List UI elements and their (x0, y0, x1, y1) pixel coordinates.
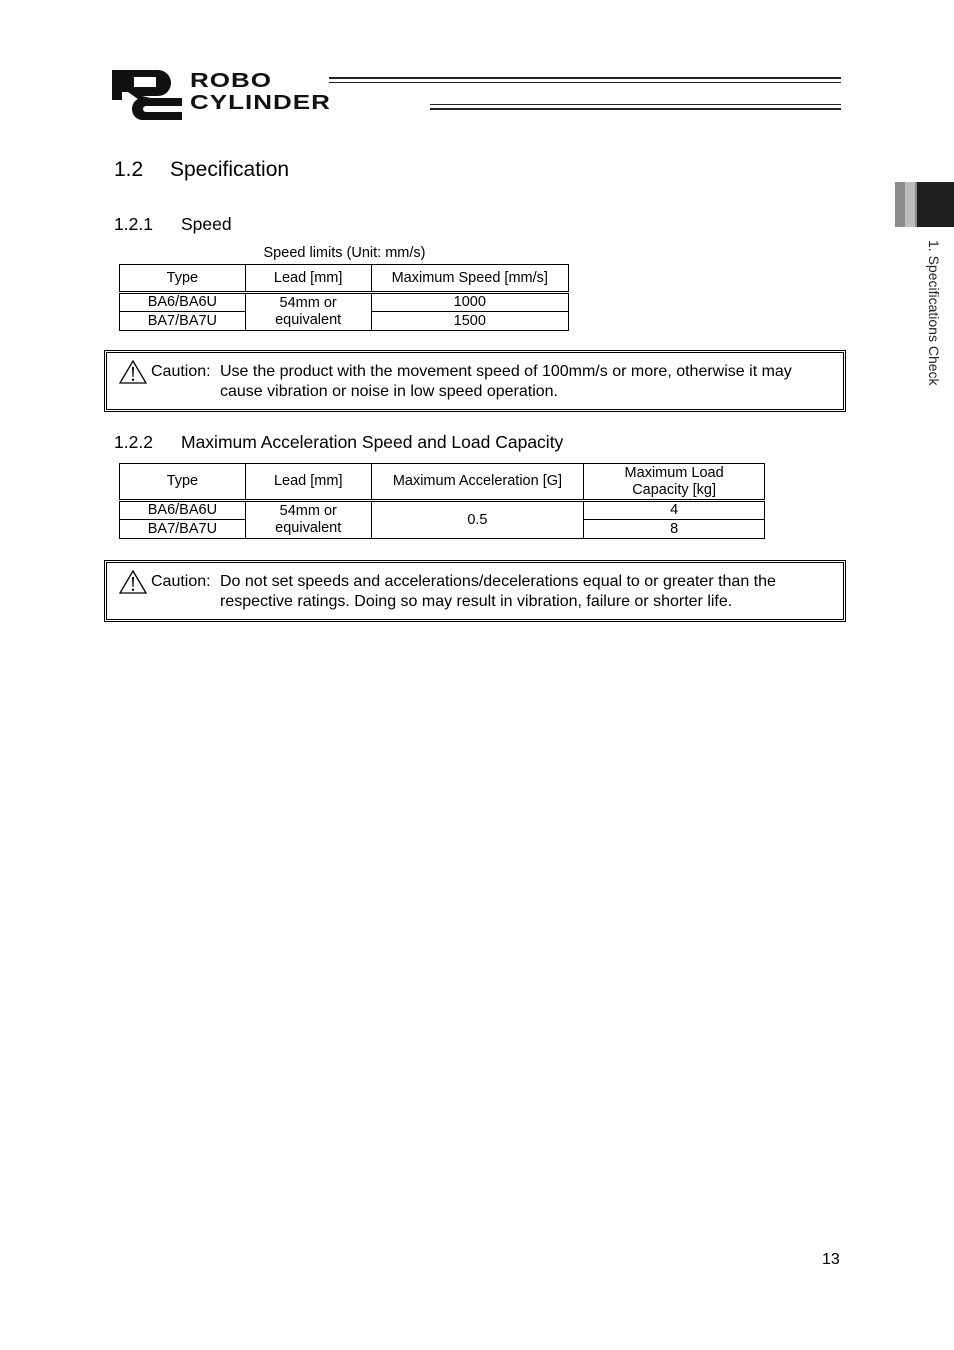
section-title: Specification (170, 158, 290, 181)
header-rule-top-1 (329, 77, 841, 79)
accel-header-max-load: Maximum Load Capacity [kg] (584, 464, 765, 501)
section-heading (114, 158, 289, 182)
accel-row-type: BA6/BA6U (120, 501, 246, 520)
accel-lead-line1: 54mm or (279, 503, 337, 519)
header-rule-bottom-2 (430, 108, 841, 110)
rc-logo-mark-icon (112, 68, 184, 120)
side-tab-dark-block (917, 182, 954, 227)
accel-header-lead: Lead [mm] (245, 464, 371, 501)
warning-triangle-icon (119, 570, 147, 594)
speed-caution-text: Use the product with the movement speed of 100mm/s or more, otherwise it may cause vibration or noise in low speed operation. (220, 363, 792, 400)
accel-row-load: 4 (584, 501, 765, 520)
accel-lead-cell (245, 501, 371, 539)
speed-section-title: Speed (181, 214, 232, 234)
accel-header-max-accel: Maximum Acceleration [G] (371, 464, 584, 501)
accel-row-type: BA7/BA7U (120, 520, 246, 539)
robo-cylinder-logo (112, 68, 842, 120)
accel-caution-box (104, 560, 846, 622)
accel-heading (114, 432, 563, 453)
speed-heading (114, 214, 232, 235)
accel-lead-line2: equivalent (275, 520, 342, 536)
speed-row-max-speed: 1000 (371, 293, 568, 312)
header-rule-bottom-1 (430, 104, 841, 105)
speed-table-caption: Speed limits (Unit: mm/s) (263, 245, 426, 261)
accel-max-accel-cell: 0.5 (371, 501, 584, 539)
table-row (120, 501, 765, 520)
speed-lead-line2: equivalent (275, 312, 342, 328)
side-tab-label: 1. Specifications Check (926, 240, 942, 386)
logo-text-cylinder: CYLINDER (190, 90, 331, 114)
speed-row-type: BA6/BA6U (120, 293, 246, 312)
table-row (120, 293, 569, 312)
speed-section-number: 1.2.1 (114, 214, 153, 234)
speed-lead-line1: 54mm or (279, 295, 337, 311)
speed-header-type: Type (120, 265, 246, 293)
accel-row-load: 8 (584, 520, 765, 539)
speed-table (119, 264, 569, 331)
speed-caution-label: Caution: (151, 363, 211, 380)
side-tab-light-block (905, 182, 915, 227)
accel-section-number: 1.2.2 (114, 432, 153, 452)
speed-header-lead: Lead [mm] (245, 265, 371, 293)
speed-lead-cell (245, 293, 371, 331)
logo-text-robo: ROBO (190, 68, 272, 92)
header-rule-top-2 (329, 82, 841, 83)
warning-triangle-icon (119, 360, 147, 384)
speed-row-type: BA7/BA7U (120, 312, 246, 331)
speed-row-max-speed: 1500 (371, 312, 568, 331)
section-number: 1.2 (114, 158, 144, 181)
speed-header-max-speed: Maximum Speed [mm/s] (371, 265, 568, 293)
page-number: 13 (822, 1251, 840, 1268)
accel-header-type: Type (120, 464, 246, 501)
accel-table (119, 463, 765, 539)
speed-caution-box (104, 350, 846, 412)
accel-caution-label: Caution: (151, 573, 211, 590)
accel-caution-text: Do not set speeds and accelerations/decelerations equal to or greater than the respective ratings. Doing so may result in vibration, failure or shorter life. (220, 573, 776, 610)
accel-section-title: Maximum Acceleration Speed and Load Capacity (181, 432, 564, 452)
